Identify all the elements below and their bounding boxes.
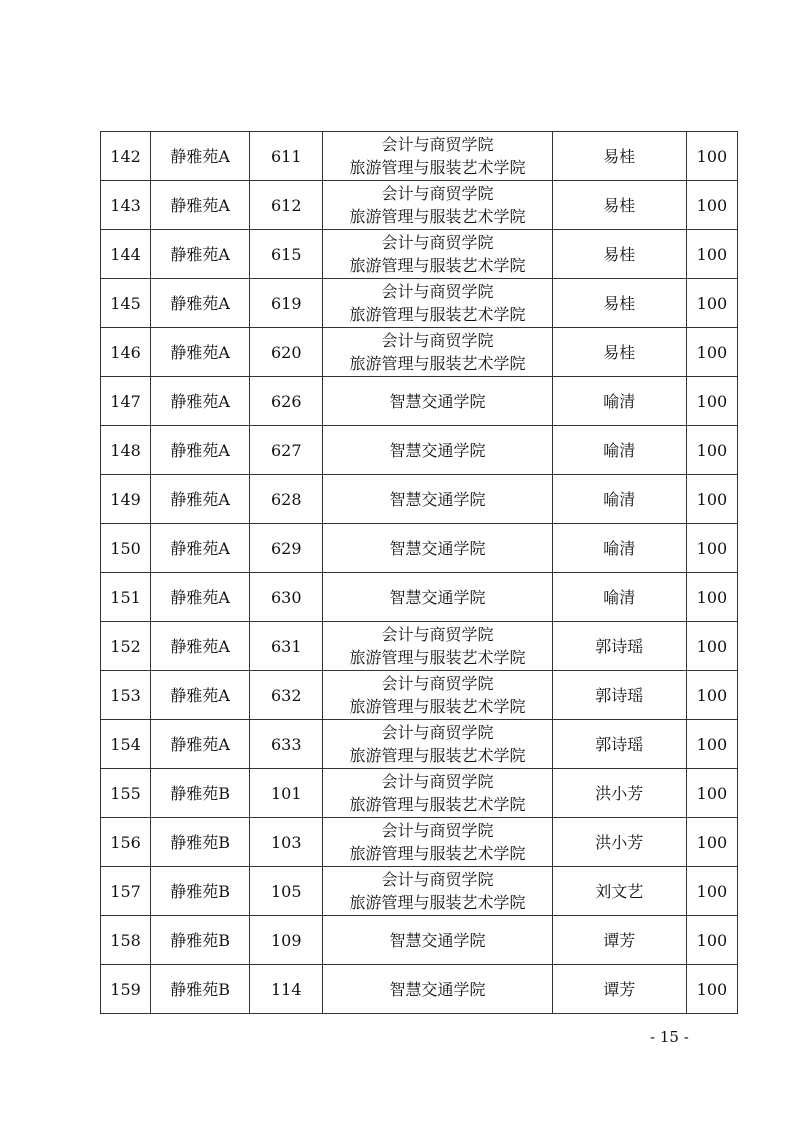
row-number-cell: 151 — [101, 573, 151, 622]
person-cell: 喻清 — [552, 475, 686, 524]
building-cell: 静雅苑B — [151, 916, 250, 965]
row-number-cell: 156 — [101, 818, 151, 867]
table-row — [101, 769, 738, 818]
room-cell: 626 — [250, 377, 323, 426]
table-row — [101, 524, 738, 573]
room-cell: 101 — [250, 769, 323, 818]
college-cell — [323, 230, 552, 279]
score-cell: 100 — [686, 524, 737, 573]
score-cell: 100 — [686, 965, 737, 1014]
building-cell: 静雅苑B — [151, 867, 250, 916]
college-cell — [323, 818, 552, 867]
person-cell: 易桂 — [552, 230, 686, 279]
college-name: 智慧交通学院 — [389, 979, 486, 999]
college-name: 旅游管理与服装艺术学院 — [349, 893, 526, 912]
person-cell: 易桂 — [552, 181, 686, 230]
score-cell: 100 — [686, 279, 737, 328]
college-name: 旅游管理与服装艺术学院 — [349, 746, 526, 765]
building-cell: 静雅苑A — [151, 132, 250, 181]
score-cell: 100 — [686, 377, 737, 426]
table-row — [101, 181, 738, 230]
person-cell: 洪小芳 — [552, 818, 686, 867]
table-row — [101, 965, 738, 1014]
row-number-cell: 154 — [101, 720, 151, 769]
row-number-cell: 146 — [101, 328, 151, 377]
college-name: 会计与商贸学院 — [381, 821, 494, 840]
row-number-cell: 159 — [101, 965, 151, 1014]
college-name: 会计与商贸学院 — [381, 772, 494, 791]
person-cell: 易桂 — [552, 132, 686, 181]
college-cell — [323, 867, 552, 916]
college-cell — [323, 573, 552, 622]
row-number-cell: 150 — [101, 524, 151, 573]
college-cell — [323, 132, 552, 181]
college-cell — [323, 377, 552, 426]
table-row — [101, 622, 738, 671]
row-number-cell: 153 — [101, 671, 151, 720]
building-cell: 静雅苑A — [151, 279, 250, 328]
person-cell: 易桂 — [552, 328, 686, 377]
table-row — [101, 867, 738, 916]
person-cell: 洪小芳 — [552, 769, 686, 818]
college-name: 会计与商贸学院 — [381, 184, 494, 203]
score-cell: 100 — [686, 916, 737, 965]
building-cell: 静雅苑A — [151, 426, 250, 475]
building-cell: 静雅苑A — [151, 671, 250, 720]
college-name: 会计与商贸学院 — [381, 625, 494, 644]
college-name: 旅游管理与服装艺术学院 — [349, 844, 526, 863]
college-cell — [323, 426, 552, 475]
person-cell: 喻清 — [552, 524, 686, 573]
person-cell: 喻清 — [552, 377, 686, 426]
table-row — [101, 328, 738, 377]
score-cell: 100 — [686, 132, 737, 181]
room-cell: 633 — [250, 720, 323, 769]
row-number-cell: 144 — [101, 230, 151, 279]
college-cell — [323, 328, 552, 377]
row-number-cell: 149 — [101, 475, 151, 524]
room-cell: 114 — [250, 965, 323, 1014]
table-row — [101, 573, 738, 622]
room-cell: 105 — [250, 867, 323, 916]
score-cell: 100 — [686, 426, 737, 475]
college-name: 旅游管理与服装艺术学院 — [349, 305, 526, 324]
college-name: 旅游管理与服装艺术学院 — [349, 256, 526, 275]
college-cell — [323, 475, 552, 524]
score-cell: 100 — [686, 769, 737, 818]
college-name: 会计与商贸学院 — [381, 135, 494, 154]
building-cell: 静雅苑B — [151, 818, 250, 867]
score-cell: 100 — [686, 475, 737, 524]
college-name: 智慧交通学院 — [389, 489, 486, 509]
person-cell: 刘文艺 — [552, 867, 686, 916]
college-name: 智慧交通学院 — [389, 930, 486, 950]
college-cell — [323, 524, 552, 573]
table-row — [101, 377, 738, 426]
room-cell: 629 — [250, 524, 323, 573]
building-cell: 静雅苑A — [151, 622, 250, 671]
college-cell — [323, 769, 552, 818]
building-cell: 静雅苑A — [151, 181, 250, 230]
table-row — [101, 426, 738, 475]
person-cell: 喻清 — [552, 426, 686, 475]
building-cell: 静雅苑A — [151, 524, 250, 573]
score-cell: 100 — [686, 818, 737, 867]
college-cell — [323, 181, 552, 230]
row-number-cell: 148 — [101, 426, 151, 475]
room-cell: 630 — [250, 573, 323, 622]
room-cell: 615 — [250, 230, 323, 279]
room-cell: 632 — [250, 671, 323, 720]
room-cell: 109 — [250, 916, 323, 965]
table-row — [101, 818, 738, 867]
college-cell — [323, 279, 552, 328]
row-number-cell: 157 — [101, 867, 151, 916]
college-name: 会计与商贸学院 — [381, 723, 494, 742]
table-row — [101, 230, 738, 279]
table-row — [101, 916, 738, 965]
building-cell: 静雅苑A — [151, 720, 250, 769]
college-cell — [323, 622, 552, 671]
college-cell — [323, 965, 552, 1014]
person-cell: 郭诗瑶 — [552, 671, 686, 720]
building-cell: 静雅苑A — [151, 230, 250, 279]
table-row — [101, 671, 738, 720]
college-name: 智慧交通学院 — [389, 538, 486, 558]
college-name: 智慧交通学院 — [389, 587, 486, 607]
score-cell: 100 — [686, 181, 737, 230]
building-cell: 静雅苑B — [151, 965, 250, 1014]
college-name: 智慧交通学院 — [389, 440, 486, 460]
person-cell: 郭诗瑶 — [552, 720, 686, 769]
college-name: 会计与商贸学院 — [381, 233, 494, 252]
room-cell: 627 — [250, 426, 323, 475]
person-cell: 喻清 — [552, 573, 686, 622]
dormitory-table — [100, 131, 738, 1014]
row-number-cell: 147 — [101, 377, 151, 426]
college-name: 会计与商贸学院 — [381, 870, 494, 889]
score-cell: 100 — [686, 328, 737, 377]
row-number-cell: 143 — [101, 181, 151, 230]
college-cell — [323, 916, 552, 965]
college-name: 旅游管理与服装艺术学院 — [349, 697, 526, 716]
college-name: 旅游管理与服装艺术学院 — [349, 795, 526, 814]
room-cell: 103 — [250, 818, 323, 867]
room-cell: 619 — [250, 279, 323, 328]
table-row — [101, 132, 738, 181]
row-number-cell: 145 — [101, 279, 151, 328]
row-number-cell: 155 — [101, 769, 151, 818]
score-cell: 100 — [686, 867, 737, 916]
room-cell: 611 — [250, 132, 323, 181]
person-cell: 易桂 — [552, 279, 686, 328]
college-name: 旅游管理与服装艺术学院 — [349, 158, 526, 177]
college-name: 旅游管理与服装艺术学院 — [349, 354, 526, 373]
page-number: - 15 - — [650, 1028, 689, 1046]
table-row — [101, 279, 738, 328]
table-row — [101, 475, 738, 524]
person-cell: 谭芳 — [552, 916, 686, 965]
score-cell: 100 — [686, 671, 737, 720]
score-cell: 100 — [686, 720, 737, 769]
room-cell: 620 — [250, 328, 323, 377]
building-cell: 静雅苑B — [151, 769, 250, 818]
college-name: 会计与商贸学院 — [381, 282, 494, 301]
building-cell: 静雅苑A — [151, 377, 250, 426]
row-number-cell: 142 — [101, 132, 151, 181]
building-cell: 静雅苑A — [151, 573, 250, 622]
college-name: 旅游管理与服装艺术学院 — [349, 648, 526, 667]
score-cell: 100 — [686, 230, 737, 279]
room-cell: 612 — [250, 181, 323, 230]
building-cell: 静雅苑A — [151, 328, 250, 377]
college-name: 旅游管理与服装艺术学院 — [349, 207, 526, 226]
college-cell — [323, 671, 552, 720]
score-cell: 100 — [686, 622, 737, 671]
college-name: 智慧交通学院 — [389, 391, 486, 411]
row-number-cell: 158 — [101, 916, 151, 965]
college-cell — [323, 720, 552, 769]
building-cell: 静雅苑A — [151, 475, 250, 524]
person-cell: 郭诗瑶 — [552, 622, 686, 671]
table-row — [101, 720, 738, 769]
person-cell: 谭芳 — [552, 965, 686, 1014]
score-cell: 100 — [686, 573, 737, 622]
table-body — [101, 132, 738, 1014]
college-name: 会计与商贸学院 — [381, 674, 494, 693]
college-name: 会计与商贸学院 — [381, 331, 494, 350]
room-cell: 628 — [250, 475, 323, 524]
room-cell: 631 — [250, 622, 323, 671]
row-number-cell: 152 — [101, 622, 151, 671]
